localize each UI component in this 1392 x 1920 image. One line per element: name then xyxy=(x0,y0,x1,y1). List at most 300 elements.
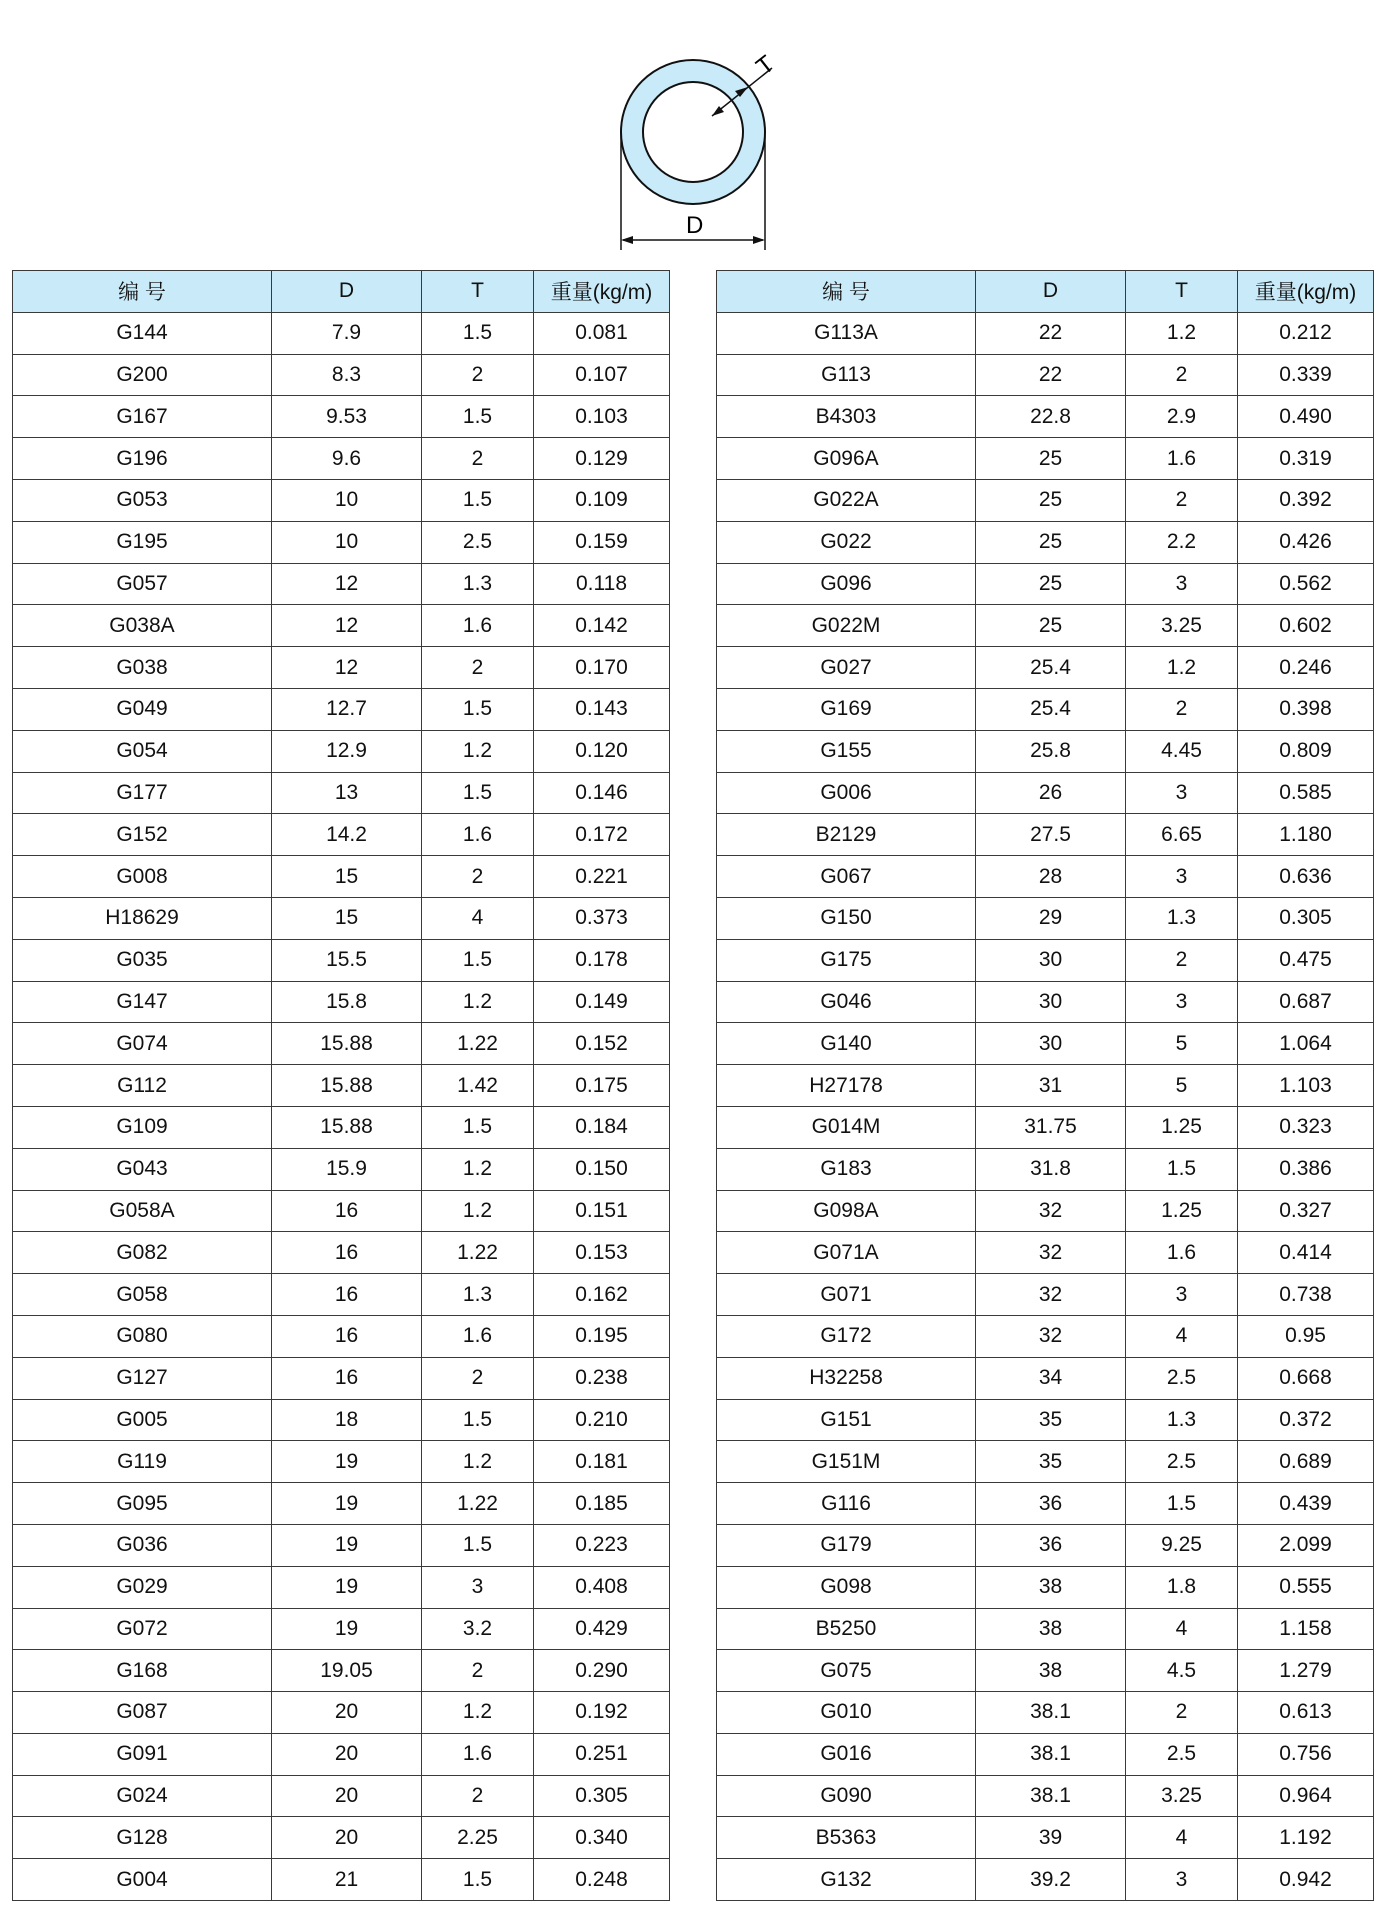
cell-thickness: 3 xyxy=(1126,981,1238,1023)
cell-weight: 0.738 xyxy=(1238,1274,1374,1316)
cell-code: G095 xyxy=(13,1483,272,1525)
cell-thickness: 1.5 xyxy=(422,1106,534,1148)
cell-diameter: 35 xyxy=(976,1441,1126,1483)
cell-weight: 0.319 xyxy=(1238,438,1374,480)
table-row xyxy=(717,814,1374,856)
cell-code: G147 xyxy=(13,981,272,1023)
cell-diameter: 20 xyxy=(272,1817,422,1859)
table-row xyxy=(717,1148,1374,1190)
cell-code: G038 xyxy=(13,647,272,689)
cell-diameter: 12 xyxy=(272,647,422,689)
cell-thickness: 1.5 xyxy=(422,312,534,354)
table-row xyxy=(13,1315,670,1357)
cell-thickness: 1.6 xyxy=(422,1733,534,1775)
table-row xyxy=(13,1817,670,1859)
cell-weight: 1.180 xyxy=(1238,814,1374,856)
table-row xyxy=(13,1399,670,1441)
cell-thickness: 2 xyxy=(1126,479,1238,521)
cell-weight: 0.602 xyxy=(1238,605,1374,647)
cell-weight: 0.372 xyxy=(1238,1399,1374,1441)
cell-diameter: 16 xyxy=(272,1274,422,1316)
cell-thickness: 3 xyxy=(1126,856,1238,898)
cell-diameter: 38 xyxy=(976,1650,1126,1692)
cell-code: G167 xyxy=(13,396,272,438)
cell-diameter: 32 xyxy=(976,1315,1126,1357)
cell-code: G016 xyxy=(717,1733,976,1775)
cell-code: G127 xyxy=(13,1357,272,1399)
table-row xyxy=(717,479,1374,521)
cell-code: G022 xyxy=(717,521,976,563)
cell-diameter: 19 xyxy=(272,1608,422,1650)
cell-code: G035 xyxy=(13,939,272,981)
cell-code: G024 xyxy=(13,1775,272,1817)
cell-diameter: 28 xyxy=(976,856,1126,898)
cell-weight: 0.149 xyxy=(534,981,670,1023)
cell-weight: 0.555 xyxy=(1238,1566,1374,1608)
cell-code: G074 xyxy=(13,1023,272,1065)
table-row xyxy=(13,563,670,605)
cell-code: G043 xyxy=(13,1148,272,1190)
cell-weight: 0.439 xyxy=(1238,1483,1374,1525)
cell-thickness: 1.5 xyxy=(422,396,534,438)
cell-code: G090 xyxy=(717,1775,976,1817)
cell-code: G071 xyxy=(717,1274,976,1316)
cell-weight: 0.490 xyxy=(1238,396,1374,438)
cell-diameter: 38.1 xyxy=(976,1775,1126,1817)
cell-weight: 0.429 xyxy=(534,1608,670,1650)
cell-diameter: 25 xyxy=(976,438,1126,480)
cell-diameter: 9.6 xyxy=(272,438,422,480)
cell-diameter: 15.8 xyxy=(272,981,422,1023)
cell-thickness: 2.5 xyxy=(1126,1441,1238,1483)
cell-weight: 0.120 xyxy=(534,730,670,772)
cell-thickness: 1.3 xyxy=(422,1274,534,1316)
cell-weight: 0.475 xyxy=(1238,939,1374,981)
cell-code: G072 xyxy=(13,1608,272,1650)
cell-code: G075 xyxy=(717,1650,976,1692)
cell-diameter: 31.75 xyxy=(976,1106,1126,1148)
cell-weight: 0.210 xyxy=(534,1399,670,1441)
cell-thickness: 2 xyxy=(422,438,534,480)
cell-code: B5363 xyxy=(717,1817,976,1859)
table-row xyxy=(13,772,670,814)
cell-thickness: 2.25 xyxy=(422,1817,534,1859)
cell-diameter: 8.3 xyxy=(272,354,422,396)
cell-weight: 0.95 xyxy=(1238,1315,1374,1357)
table-row xyxy=(717,1859,1374,1901)
tube-spec-table-left xyxy=(12,270,670,1901)
cell-weight: 0.323 xyxy=(1238,1106,1374,1148)
cell-weight: 0.143 xyxy=(534,688,670,730)
cell-code: G014M xyxy=(717,1106,976,1148)
table-row xyxy=(717,1065,1374,1107)
cell-thickness: 2 xyxy=(422,647,534,689)
cell-thickness: 3 xyxy=(1126,772,1238,814)
cell-weight: 0.687 xyxy=(1238,981,1374,1023)
cell-diameter: 12 xyxy=(272,563,422,605)
table-row xyxy=(717,688,1374,730)
table-row xyxy=(717,1315,1374,1357)
table-row xyxy=(13,730,670,772)
table-row xyxy=(13,354,670,396)
cell-thickness: 5 xyxy=(1126,1023,1238,1065)
cell-code: G098 xyxy=(717,1566,976,1608)
table-row xyxy=(717,897,1374,939)
table-row xyxy=(13,688,670,730)
cell-thickness: 2 xyxy=(422,856,534,898)
cell-code: H32258 xyxy=(717,1357,976,1399)
table-row xyxy=(13,1733,670,1775)
table-row xyxy=(13,1274,670,1316)
cell-thickness: 1.5 xyxy=(422,688,534,730)
cell-weight: 0.248 xyxy=(534,1859,670,1901)
table-row xyxy=(717,1483,1374,1525)
table-row xyxy=(13,1357,670,1399)
cell-code: G140 xyxy=(717,1023,976,1065)
table-row xyxy=(13,1566,670,1608)
cell-weight: 0.668 xyxy=(1238,1357,1374,1399)
header-weight: 重量(kg/m) xyxy=(1238,271,1374,313)
diameter-label: D xyxy=(686,212,704,239)
cell-thickness: 1.6 xyxy=(422,1315,534,1357)
cell-diameter: 31 xyxy=(976,1065,1126,1107)
cell-code: G119 xyxy=(13,1441,272,1483)
cell-weight: 0.327 xyxy=(1238,1190,1374,1232)
cell-thickness: 1.42 xyxy=(422,1065,534,1107)
cell-weight: 0.613 xyxy=(1238,1692,1374,1734)
cell-thickness: 1.5 xyxy=(1126,1148,1238,1190)
cell-diameter: 39 xyxy=(976,1817,1126,1859)
table-row xyxy=(717,772,1374,814)
cell-diameter: 20 xyxy=(272,1775,422,1817)
cell-thickness: 1.5 xyxy=(422,1859,534,1901)
table-row xyxy=(717,521,1374,563)
table-header-row xyxy=(13,271,670,313)
cell-weight: 0.184 xyxy=(534,1106,670,1148)
cell-thickness: 1.6 xyxy=(422,605,534,647)
cell-weight: 0.809 xyxy=(1238,730,1374,772)
cell-diameter: 9.53 xyxy=(272,396,422,438)
cell-weight: 0.223 xyxy=(534,1524,670,1566)
cell-diameter: 22 xyxy=(976,312,1126,354)
cell-diameter: 16 xyxy=(272,1357,422,1399)
header-weight: 重量(kg/m) xyxy=(534,271,670,313)
cell-diameter: 25.8 xyxy=(976,730,1126,772)
cell-weight: 0.142 xyxy=(534,605,670,647)
table-row xyxy=(13,1065,670,1107)
cell-diameter: 7.9 xyxy=(272,312,422,354)
cell-weight: 0.246 xyxy=(1238,647,1374,689)
cell-thickness: 1.5 xyxy=(422,1524,534,1566)
cell-code: G175 xyxy=(717,939,976,981)
cell-diameter: 38 xyxy=(976,1566,1126,1608)
cell-thickness: 4 xyxy=(1126,1315,1238,1357)
cell-diameter: 25.4 xyxy=(976,688,1126,730)
cell-weight: 0.195 xyxy=(534,1315,670,1357)
cell-diameter: 27.5 xyxy=(976,814,1126,856)
table-row xyxy=(13,939,670,981)
cell-thickness: 4 xyxy=(1126,1817,1238,1859)
cell-thickness: 2 xyxy=(422,1775,534,1817)
cell-thickness: 3.2 xyxy=(422,1608,534,1650)
cell-diameter: 26 xyxy=(976,772,1126,814)
cell-diameter: 12 xyxy=(272,605,422,647)
cell-code: G098A xyxy=(717,1190,976,1232)
table-row xyxy=(717,1399,1374,1441)
cell-weight: 0.585 xyxy=(1238,772,1374,814)
table-row xyxy=(717,1608,1374,1650)
cell-code: G091 xyxy=(13,1733,272,1775)
table-row xyxy=(717,1566,1374,1608)
cell-weight: 0.103 xyxy=(534,396,670,438)
cell-thickness: 4.5 xyxy=(1126,1650,1238,1692)
cell-diameter: 10 xyxy=(272,521,422,563)
cell-diameter: 15.9 xyxy=(272,1148,422,1190)
table-row xyxy=(13,1859,670,1901)
table-row xyxy=(717,1692,1374,1734)
table-row xyxy=(13,1023,670,1065)
table-row xyxy=(13,521,670,563)
cell-code: B5250 xyxy=(717,1608,976,1650)
table-row xyxy=(13,856,670,898)
cell-code: G010 xyxy=(717,1692,976,1734)
cell-code: G053 xyxy=(13,479,272,521)
cell-diameter: 19.05 xyxy=(272,1650,422,1692)
cell-code: G087 xyxy=(13,1692,272,1734)
cell-thickness: 1.22 xyxy=(422,1232,534,1274)
cell-thickness: 1.2 xyxy=(422,981,534,1023)
table-row xyxy=(13,605,670,647)
cell-diameter: 25 xyxy=(976,521,1126,563)
cell-thickness: 2.5 xyxy=(422,521,534,563)
cell-thickness: 2.9 xyxy=(1126,396,1238,438)
cell-diameter: 12.9 xyxy=(272,730,422,772)
cell-code: G058A xyxy=(13,1190,272,1232)
tube-cross-section-diagram xyxy=(600,40,800,255)
cell-thickness: 1.25 xyxy=(1126,1106,1238,1148)
cell-code: H18629 xyxy=(13,897,272,939)
cell-code: G046 xyxy=(717,981,976,1023)
cell-thickness: 2 xyxy=(1126,354,1238,396)
cell-code: G071A xyxy=(717,1232,976,1274)
cell-thickness: 1.8 xyxy=(1126,1566,1238,1608)
table-row xyxy=(717,1190,1374,1232)
table-row xyxy=(717,1274,1374,1316)
cell-code: H27178 xyxy=(717,1065,976,1107)
cell-weight: 1.192 xyxy=(1238,1817,1374,1859)
cell-weight: 0.426 xyxy=(1238,521,1374,563)
table-row xyxy=(13,1692,670,1734)
cell-thickness: 1.5 xyxy=(422,479,534,521)
cell-code: G038A xyxy=(13,605,272,647)
header-thickness: T xyxy=(1126,271,1238,313)
cell-weight: 0.408 xyxy=(534,1566,670,1608)
cell-diameter: 25 xyxy=(976,479,1126,521)
cell-code: G177 xyxy=(13,772,272,814)
cell-diameter: 14.2 xyxy=(272,814,422,856)
cell-weight: 0.414 xyxy=(1238,1232,1374,1274)
table-row xyxy=(13,1190,670,1232)
table-row xyxy=(13,479,670,521)
table-row xyxy=(717,981,1374,1023)
cell-thickness: 1.6 xyxy=(1126,1232,1238,1274)
table-row xyxy=(13,312,670,354)
cell-thickness: 2 xyxy=(1126,1692,1238,1734)
cell-thickness: 2 xyxy=(422,1650,534,1692)
cell-diameter: 13 xyxy=(272,772,422,814)
cell-code: G109 xyxy=(13,1106,272,1148)
cell-diameter: 22 xyxy=(976,354,1126,396)
cell-diameter: 19 xyxy=(272,1566,422,1608)
cell-diameter: 38 xyxy=(976,1608,1126,1650)
cell-code: G168 xyxy=(13,1650,272,1692)
cell-diameter: 22.8 xyxy=(976,396,1126,438)
cell-weight: 0.562 xyxy=(1238,563,1374,605)
cell-diameter: 15 xyxy=(272,856,422,898)
cell-weight: 0.159 xyxy=(534,521,670,563)
cell-weight: 0.221 xyxy=(534,856,670,898)
cell-diameter: 20 xyxy=(272,1733,422,1775)
cell-diameter: 15.88 xyxy=(272,1106,422,1148)
cell-weight: 0.212 xyxy=(1238,312,1374,354)
table-row xyxy=(717,1650,1374,1692)
cell-code: G113 xyxy=(717,354,976,396)
cell-code: G049 xyxy=(13,688,272,730)
cell-weight: 1.064 xyxy=(1238,1023,1374,1065)
cell-weight: 0.170 xyxy=(534,647,670,689)
cell-thickness: 1.2 xyxy=(422,1148,534,1190)
cell-thickness: 3.25 xyxy=(1126,1775,1238,1817)
table-row xyxy=(13,1106,670,1148)
cell-code: G183 xyxy=(717,1148,976,1190)
cell-code: B2129 xyxy=(717,814,976,856)
cell-thickness: 4 xyxy=(1126,1608,1238,1650)
cell-diameter: 19 xyxy=(272,1441,422,1483)
cell-weight: 0.942 xyxy=(1238,1859,1374,1901)
cell-thickness: 1.22 xyxy=(422,1483,534,1525)
cell-diameter: 25 xyxy=(976,605,1126,647)
cell-diameter: 16 xyxy=(272,1190,422,1232)
table-row xyxy=(717,354,1374,396)
table-row xyxy=(717,647,1374,689)
table-row xyxy=(717,1023,1374,1065)
cell-thickness: 1.6 xyxy=(1126,438,1238,480)
cell-weight: 0.109 xyxy=(534,479,670,521)
cell-code: G096A xyxy=(717,438,976,480)
header-code: 编 号 xyxy=(717,271,976,313)
table-row xyxy=(717,1817,1374,1859)
cell-weight: 0.153 xyxy=(534,1232,670,1274)
cell-code: G022M xyxy=(717,605,976,647)
cell-weight: 0.185 xyxy=(534,1483,670,1525)
cell-code: G144 xyxy=(13,312,272,354)
cell-weight: 0.290 xyxy=(534,1650,670,1692)
cell-thickness: 2 xyxy=(1126,688,1238,730)
cell-code: G150 xyxy=(717,897,976,939)
cell-diameter: 36 xyxy=(976,1524,1126,1566)
cell-code: G195 xyxy=(13,521,272,563)
table-row xyxy=(717,1441,1374,1483)
cell-diameter: 38.1 xyxy=(976,1733,1126,1775)
cell-diameter: 32 xyxy=(976,1190,1126,1232)
cell-thickness: 3 xyxy=(1126,1274,1238,1316)
cell-weight: 0.162 xyxy=(534,1274,670,1316)
cell-thickness: 9.25 xyxy=(1126,1524,1238,1566)
cell-weight: 0.172 xyxy=(534,814,670,856)
cell-diameter: 15 xyxy=(272,897,422,939)
header-thickness: T xyxy=(422,271,534,313)
table-row xyxy=(717,1524,1374,1566)
table-row xyxy=(13,396,670,438)
table-row xyxy=(717,1232,1374,1274)
table-row xyxy=(13,981,670,1023)
cell-thickness: 2 xyxy=(422,354,534,396)
cell-thickness: 3.25 xyxy=(1126,605,1238,647)
table-row xyxy=(717,1357,1374,1399)
cell-code: G080 xyxy=(13,1315,272,1357)
cell-diameter: 30 xyxy=(976,1023,1126,1065)
table-row xyxy=(13,438,670,480)
header-diameter: D xyxy=(976,271,1126,313)
table-row xyxy=(717,312,1374,354)
cell-code: G027 xyxy=(717,647,976,689)
cell-weight: 0.178 xyxy=(534,939,670,981)
cell-diameter: 20 xyxy=(272,1692,422,1734)
table-row xyxy=(13,1441,670,1483)
cell-weight: 0.964 xyxy=(1238,1775,1374,1817)
cell-thickness: 3 xyxy=(422,1566,534,1608)
cell-code: G196 xyxy=(13,438,272,480)
cell-weight: 0.373 xyxy=(534,897,670,939)
table-row xyxy=(13,647,670,689)
cell-diameter: 32 xyxy=(976,1274,1126,1316)
cell-thickness: 1.3 xyxy=(1126,1399,1238,1441)
cell-code: G132 xyxy=(717,1859,976,1901)
cell-weight: 0.340 xyxy=(534,1817,670,1859)
cell-code: G179 xyxy=(717,1524,976,1566)
cell-code: G113A xyxy=(717,312,976,354)
table-row xyxy=(13,1232,670,1274)
cell-weight: 0.081 xyxy=(534,312,670,354)
cell-diameter: 30 xyxy=(976,981,1126,1023)
cell-thickness: 6.65 xyxy=(1126,814,1238,856)
cell-diameter: 32 xyxy=(976,1232,1126,1274)
cell-diameter: 10 xyxy=(272,479,422,521)
cell-diameter: 16 xyxy=(272,1232,422,1274)
cell-diameter: 15.5 xyxy=(272,939,422,981)
table-row xyxy=(13,1775,670,1817)
table-row xyxy=(717,438,1374,480)
table-row xyxy=(717,1106,1374,1148)
cell-thickness: 2.5 xyxy=(1126,1357,1238,1399)
cell-code: G054 xyxy=(13,730,272,772)
cell-thickness: 1.2 xyxy=(422,1692,534,1734)
table-row xyxy=(13,1483,670,1525)
cell-thickness: 1.2 xyxy=(1126,647,1238,689)
cell-weight: 0.107 xyxy=(534,354,670,396)
cell-thickness: 1.25 xyxy=(1126,1190,1238,1232)
cell-diameter: 25 xyxy=(976,563,1126,605)
cell-weight: 0.305 xyxy=(1238,897,1374,939)
table-row xyxy=(717,563,1374,605)
cell-code: G151 xyxy=(717,1399,976,1441)
cell-thickness: 1.5 xyxy=(422,772,534,814)
cell-code: G200 xyxy=(13,354,272,396)
table-row xyxy=(13,1524,670,1566)
cell-thickness: 2 xyxy=(1126,939,1238,981)
cell-weight: 0.305 xyxy=(534,1775,670,1817)
table-row xyxy=(13,1650,670,1692)
